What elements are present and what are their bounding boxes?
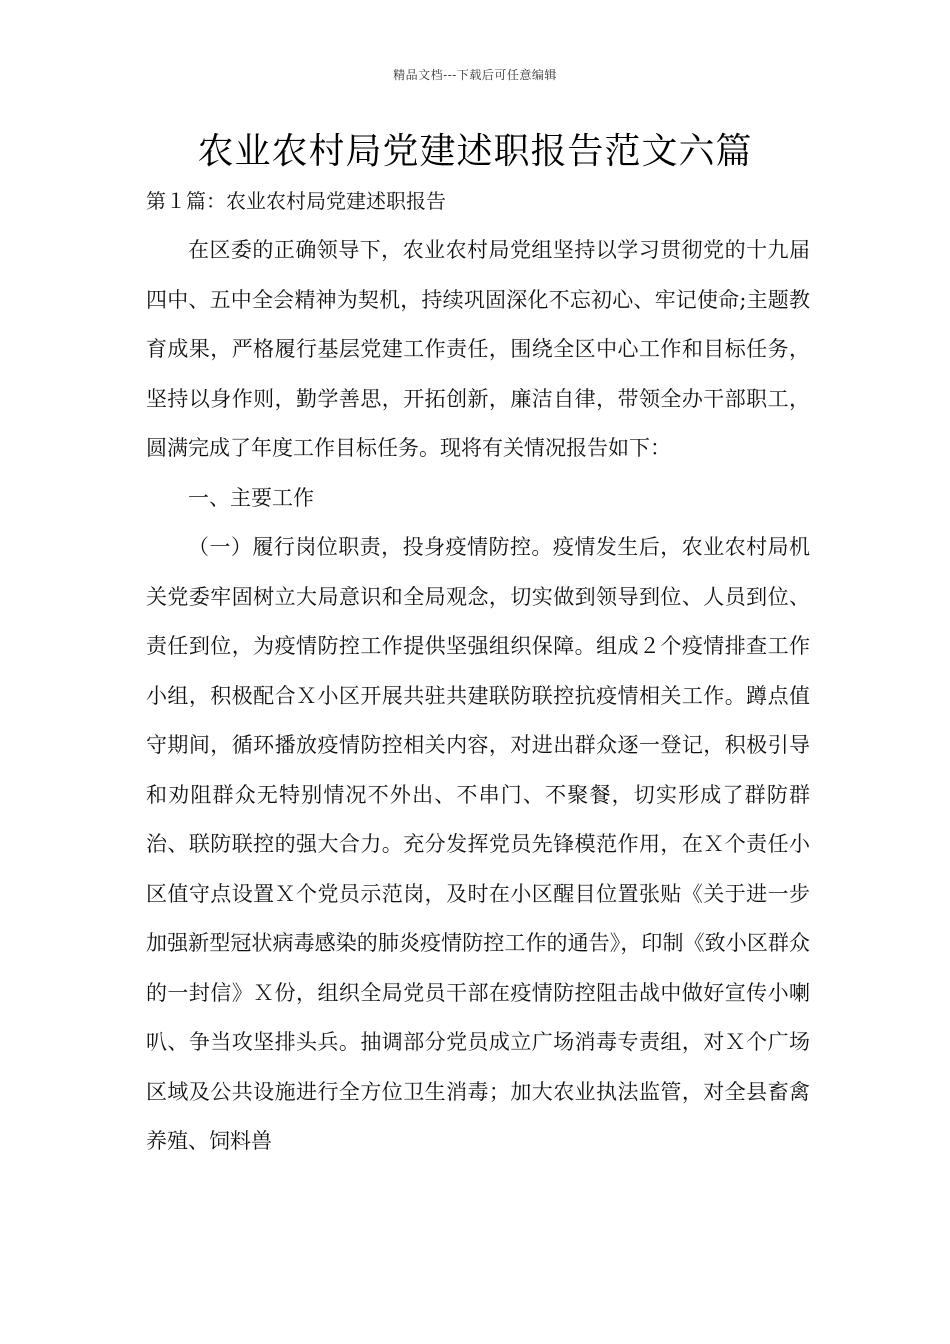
page-header: 精品文档---下载后可任意编辑 <box>393 68 557 82</box>
paragraph-epidemic-prevention: （一）履行岗位职责，投身疫情防控。疫情发生后，农业农村局机关党委牢固树立大局意识和全局观念，切实做到领导到位、人员到位、责任到位，为疫情防控工作提供坚强组织保障。组成２个疫情排查工作小组，积极配合Ｘ小区开展共驻共建联防联控抗疫情相关工作。蹲点值守期间，循环播放疫情防控相关内容，对进出群众逐一登记，积极引导和劝阻群众无特别情况不外出、不串门、不聚餐，切实形成了群防群治、联防联控的强大合力。充分发挥党员先锋模范作用，在Ｘ个责任小区值守点设置Ｘ个党员示范岗，及时在小区醒目位置张贴《关于进一步加强新型冠状病毒感染的肺炎疫情防控工作的通告》，印制《致小区群众的一封信》Ｘ份，组织全局党员干部在疫情防控阻击战中做好宣传小喇叭、争当攻坚排头兵。抽调部分党员成立广场消毒专责组，对Ｘ个广场区域及公共设施进行全方位卫生消毒；加大农业执法监管，对全县畜禽养殖、饲料兽 <box>146 535 810 1153</box>
section-title: 第１篇：农业农村局党建述职报告 <box>146 189 446 213</box>
document-body <box>146 226 810 1167</box>
paragraph-intro: 在区委的正确领导下，农业农村局党组坚持以学习贯彻党的十九届四中、五中全会精神为契机，持续巩固深化不忘初心、牢记使命;主题教育成果，严格履行基层党建工作责任，围绕全区中心工作和目标任务，坚持以身作则，勤学善思，开拓创新，廉洁自律，带领全办干部职工，圆满完成了年度工作目标任务。现将有关情况报告如下： <box>146 238 810 460</box>
document-title: 农业农村局党建述职报告范文六篇 <box>197 131 753 172</box>
paragraph-heading-main-work: 一、主要工作 <box>188 485 314 510</box>
